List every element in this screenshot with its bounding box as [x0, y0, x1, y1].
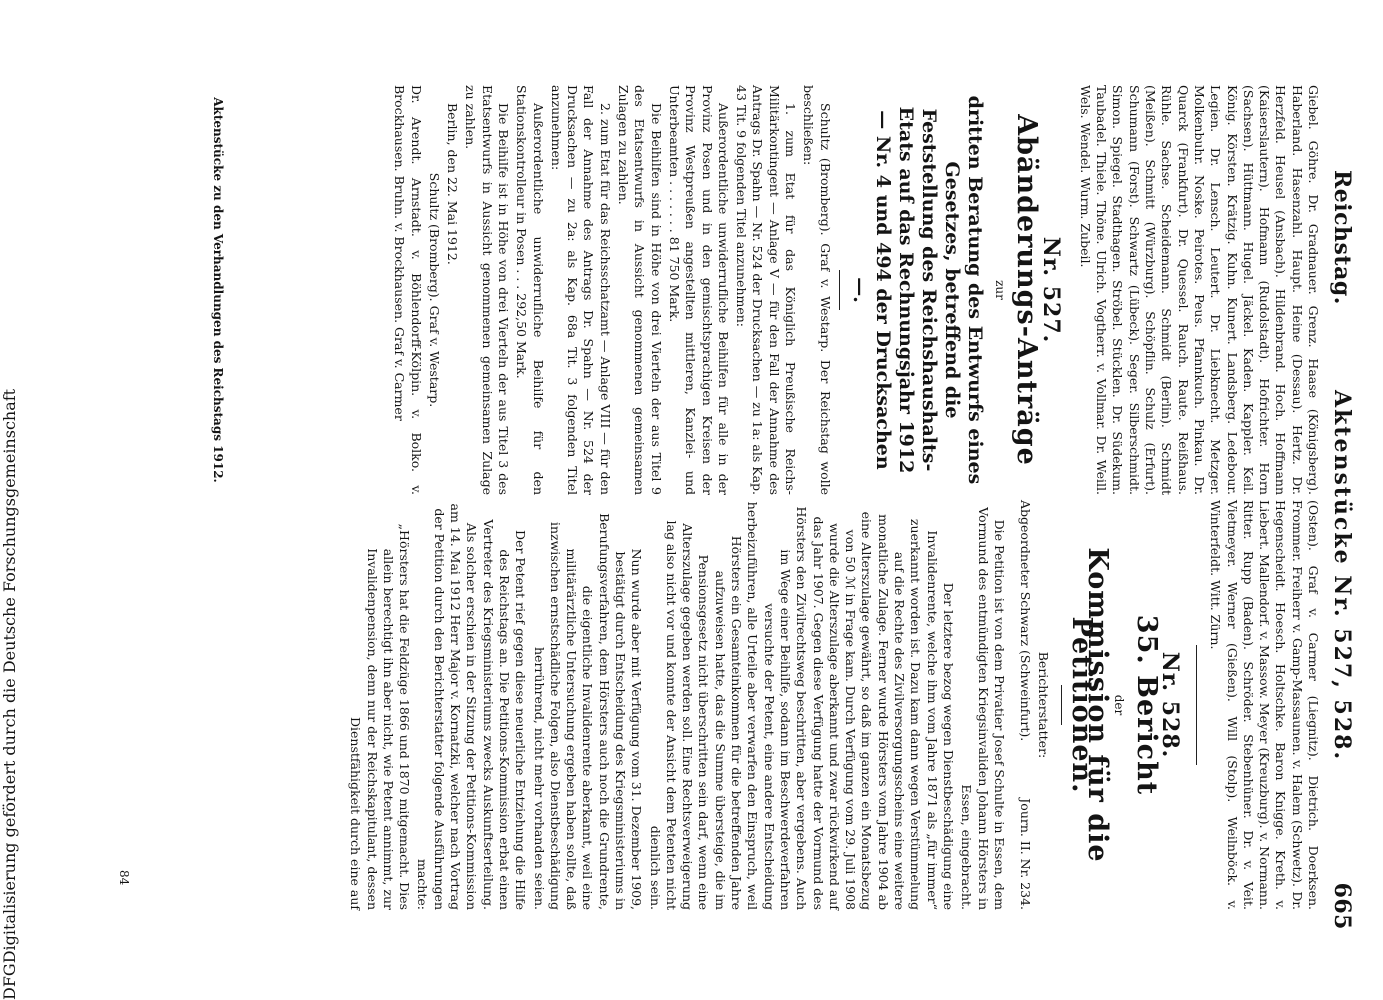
signers-primary: Schultz (Bromberg). Graf v. Westarp.: [426, 172, 442, 408]
sidebar-credit: [0, 0, 19, 1000]
page-header: [1325, 40, 1355, 970]
item-1-note: Die Beihilfen sind in Höhe von drei Vierteln der aus Titel 9 des Etatsentwurfs in Aussicht genommenen gemeinsamen Zulagen zu zahlen.: [616, 85, 664, 495]
item-1: 1. zum Etat für das Königlich Preußische Reichs-Militärkontingent — Anlage V — für den Fall der Annahme des Antrags Dr. Spahn — Nr. 524 der Drucksachen — zu 1a: als Kap. 43 Tit. 9 folgenden Titel anzunehmen:: [734, 85, 799, 495]
report-der: der: [1112, 694, 1127, 716]
intro-paragraph: Schultz (Bromberg). Graf v. Westarp. Der Reichstag wolle beschließen:: [801, 85, 833, 495]
header-center: Aktenstücke Nr. 527, 528.: [1329, 390, 1355, 762]
divider: [839, 270, 840, 310]
item-2-note: Die Beihilfe ist in Höhe von drei Vierteln der aus Titel 3 des Etatsentwurfs in Aussicht genommenen gemeinsamen Zulage zu zahlen.: [463, 85, 512, 495]
journal-number: Journ. II. Nr. 234.: [1018, 798, 1034, 910]
signers-secondary: Dr. Arendt. Arnstadt. v. Böhlendorff-Kölpin. v. Bolko. v. Brockhausen. Bruhn. v. Brockhausen. Graf v. Carmer: [392, 85, 424, 495]
section-number: Nr. 527.: [1037, 236, 1064, 344]
rapporteur-name: Abgeordneter Schwarz (Schweinfurt).: [1018, 500, 1034, 742]
report-paragraph: „Hörsters hat die Feldzüge 1866 und 1870 mitgemacht. Dies allein berechtigt ihn aber nicht, wie Petent annimmt, zur Invalidenpension, denn nur der Reichskapitulant, dessen Dienstfähigkeit durch eine auf: [348, 523, 413, 910]
header-page-number: 665: [1329, 882, 1355, 930]
divider: [1061, 685, 1062, 725]
date-line: Berlin, den 22. Mai 1912.: [445, 103, 461, 265]
section-title: Abänderungs-Anträge: [1011, 114, 1043, 466]
right-column: [345, 500, 1321, 910]
report-title: 35. Bericht: [1130, 614, 1162, 796]
name-list-continued: (Osten). Graf v. Carmer (Liegnitz). Dietrich. Doerksen. Frommer. Freiherr v. Gamp-Massaunen. v. Halem (Schwetz). Dr. Hegenscheidt. Hoesch. Holtschke. Baron Knigge. Kreth. v. Liebert. Mallendorf. v. Massow. Meyer (Kreuzburg). v. Normann. Ritter. Rupp (Baden). Schröder. Stebenhüner. Dr. v. Veit. Vietmeyer. Werner (Gießen). Will (Stolp). Weilnböck. v. Winterfeldt. Witt. Zürn.: [1208, 500, 1321, 910]
report-paragraph: Der Petent rief gegen diese neuerliche Entziehung die Hilfe des Reichstags an. Die Petitions-Kommission erbat einen Vertreter des Kriegsministeriums zwecks Auskunftserteilung. Als solcher erschien in der Sitzung der Petitions-Kommission am 14. Mai 1912 Herr Major v. Kornatzki, welcher nach Vortrag der Petition durch den Berichterstatter folgende Ausführungen machte:: [415, 503, 529, 910]
item-2-body: Außerordentliche unwiderrufliche Beihilfe für den Stationskontrolleur in Posen . . . 292,50 Mark.: [514, 85, 546, 495]
section-number: Nr. 528.: [1156, 651, 1183, 759]
sidebar-credit-text: Digitalisierung gefördert durch die Deutsche Forschungsgemeinschaft: [0, 388, 19, 964]
report-paragraph: Nun wurde aber mit Verfügung vom 31. Dezember 1909, bestätigt durch Entscheidung des Kriegsministeriums in Berufungsverfahren, dem Hörsters auch noch die Grundrente, die eigentliche Invalidenrente aberkannt, weil eine militärärztliche Untersuchung ergeben haben sollte, daß inzwischen ernstschädliche Folgen, also Dienstbeschädigung herrührend, nicht mehr vorhanden seien.: [531, 513, 645, 910]
header-left: Reichstag.: [1329, 170, 1355, 305]
section-zur: zur: [992, 280, 1007, 300]
section-subtitle: dritten Beratung des Entwurfs eines Gesetzes, betreffend die Feststellung des Reichshaushalts-Etats auf das Rechnungsjahr 1912 — Nr. 4 und 494 der Drucksachen —.: [848, 95, 986, 485]
divider: [1196, 645, 1197, 765]
commission-title: Kommission für die Petitionen.: [1065, 547, 1114, 863]
page-footer: Aktenstücke zu den Verhandlungen des Reichstags 1912.: [211, 97, 225, 483]
item-1-body: Außerordentliche unwiderrufliche Beihilfen für alle in der Provinz Posen und in den gemischtsprachigen Kreisen der Provinz Westpreußen angestellten mittleren, Kanzlei- und Unterbeamten . . . . . . . 81 750 Mark.: [666, 85, 731, 495]
left-column: [389, 85, 1321, 495]
sheet-number: 84: [117, 870, 131, 886]
name-list: Giebel. Göhre. Dr. Gradnauer. Grenz. Haase (Königsberg). Haberland. Hasenzahl. Haupt. Heine (Dessau). Hertz. Dr. Herzfeld. Heusel (Ansbach). Hildenbrand. Hoch. Hoffmann (Kaiserslautern). Hofmann (Rudolstadt). Hofrichter. Horn (Sachsen). Hüttmann. Hugel. Jäckel. Kaden. Kappler. Keil. König. Körsten. Krätzig. Kuhn. Kunert. Landsberg. Ledebour. Legien. Dr. Lensch. Leutert. Dr. Liebknecht. Metzger. Molkenbuhr. Noske. Peirotes. Peus. Pfannkuch. Pinkau. Dr. Quarck (Frankfurt). Dr. Quessel. Rauch. Raute. Reißhaus. Rühle. Sachse. Scheidemann. Schmidt (Berlin). Schmidt (Meißen). Schmitt (Würzburg). Schöpflin. Schulz (Erfurt). Schumann (Forst). Schwartz (Lübeck). Seger. Silberschmidt. Simon. Spiegel. Stadthagen. Ströbel. Stücklen. Dr. Südekum. Taubadel. Thiele. Thöne. Ulrich. Vogtherr. v. Vollmar. Dr. Weill. Wels. Wendel. Wurm. Zubeil.: [1077, 85, 1321, 495]
item-2: 2. zum Etat für das Reichsschatzamt — Anlage VIII — für den Fall der Annahme des Antrags Dr. Spahn — Nr. 524 der Drucksachen — zu 2a: als Kap. 68a Tit. 3 folgenden Titel anzunehmen:: [548, 85, 613, 495]
dfg-logo-icon: DFG: [0, 963, 19, 1000]
rapporteur-label: Berichterstatter:: [1036, 651, 1052, 759]
report-paragraph: Die Petition ist von dem Privatier Josef Schulte in Essen, dem Vormund des entmündigten Kriegsinvaliden Johann Hörsters in Essen, eingebracht.: [959, 507, 1007, 910]
rapporteur-line: [1017, 500, 1033, 910]
report-paragraph: Der letztere bezog wegen Dienstbeschädigung eine Invalidenrente, welche ihm vom Jahre 1871 als „für immer“ zuerkannt worden ist. Dazu kam dann wegen Verstümmelung auf die Rechte des Zivilversorgungsscheins eine weitere monatliche Zulage. Ferner wurde Hörsters vom Jahre 1904 ab eine Alterszulage gewährt, so daß im ganzen ein Monatsbezug von 50 ℳ in Frage kam. Durch Verfügung vom 29. Juli 1908 wurde die Alterszulage aberkannt und zwar rückwirkend auf das Jahr 1907. Gegen diese Verfügung hatte der Vormund des Hörsters den Zivilrechtsweg beschritten, aber vergebens. Auch im Wege einer Beihilfe, sodann im Beschwerdeverfahren versuchte der Petent, eine andere Entscheidung herbeizuführen, alle Urteile aber verwarfen den Einspruch, weil Hörsters ein Gesamteinkommen für die betreffenden Jahre aufzuweisen hatte, das die Summe übersteige, die im Pensionsgesetz nicht überschritten sein darf, wenn eine Alterszulage gegeben werden soll. Eine Rechtsverweigerung lag also nicht vor und konnte der Ansicht dem Petenten nicht dienlich sein.: [647, 501, 956, 910]
